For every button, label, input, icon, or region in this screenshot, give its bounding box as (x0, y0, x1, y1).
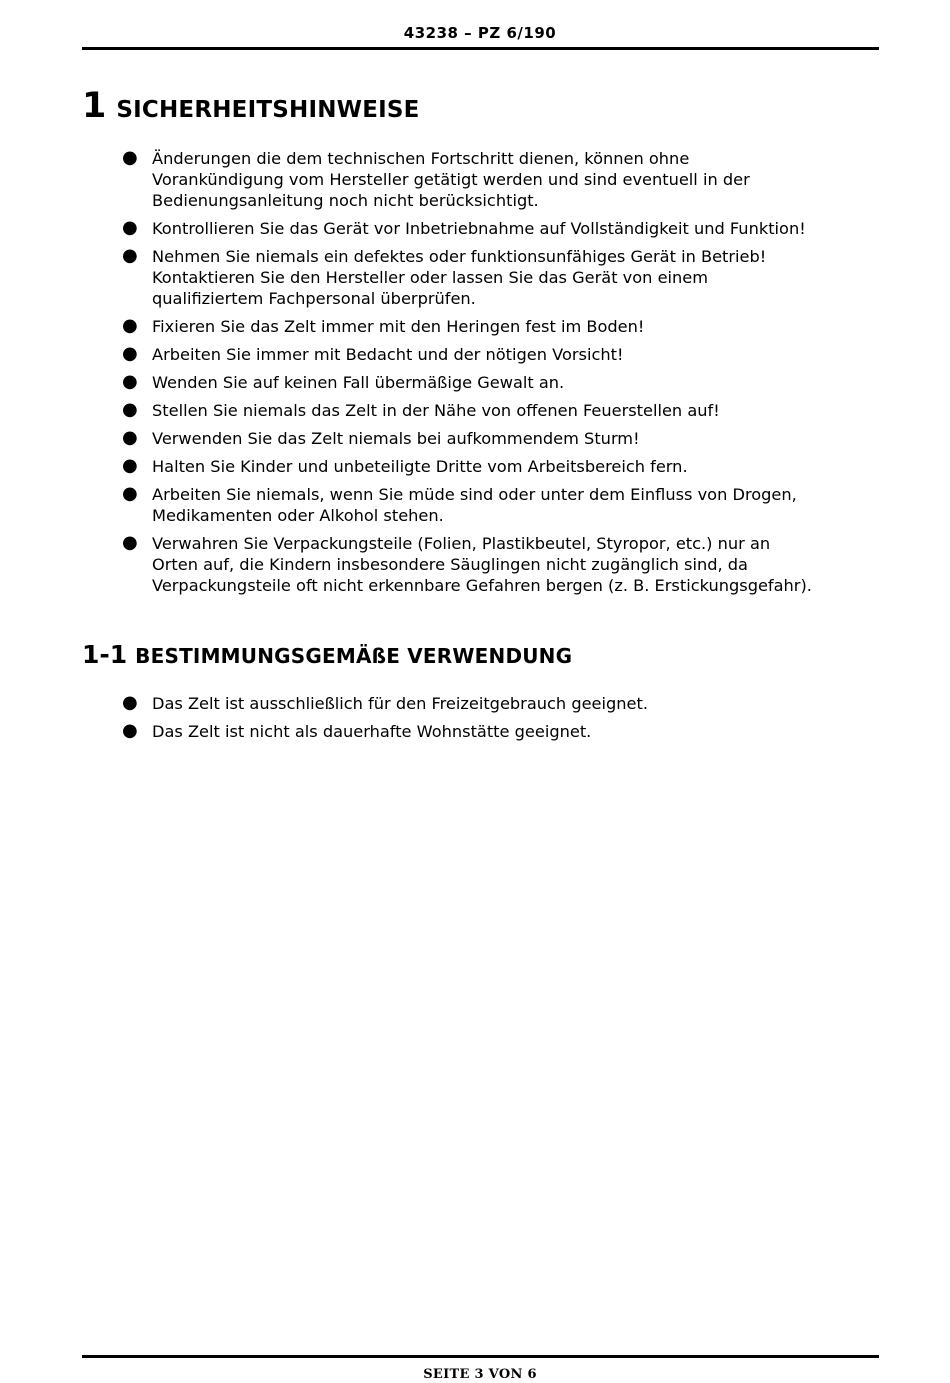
list-item: ● Kontrollieren Sie das Gerät vor Inbetriebnahme auf Vollständigkeit und Funktion! (122, 217, 806, 238)
list-item: ● Das Zelt ist ausschließlich für den Freizeitgebrauch geeignet. (122, 692, 648, 713)
safety-instructions-list (122, 147, 882, 603)
bullet-icon: ● (122, 427, 138, 448)
list-item: ● Verwahren Sie Verpackungsteile (Folien, Plastikbeutel, Styropor, etc.) nur an Orten auf, die Kindern insbesondere Säuglingen nicht zugänglich sind, da Verpackungsteile oft nicht erkennbare Gefahren bergen (z. B. Erstickungsgefahr). (122, 532, 812, 595)
bullet-icon: ● (122, 147, 138, 168)
section-title: SICHERHEITSHINWEISE (116, 97, 420, 123)
list-item: ● Arbeiten Sie immer mit Bedacht und der nötigen Vorsicht! (122, 343, 624, 364)
section-number: 1-1 (82, 640, 128, 669)
bullet-icon: ● (122, 371, 138, 392)
list-item: ● Das Zelt ist nicht als dauerhafte Wohnstätte geeignet. (122, 720, 592, 741)
list-item: ● Halten Sie Kinder und unbeteiligte Dritte vom Arbeitsbereich fern. (122, 455, 688, 476)
section-heading-intended-use (82, 640, 572, 669)
bullet-icon: ● (122, 692, 138, 713)
page-header: 43238 – PZ 6/190 (403, 24, 557, 42)
bullet-icon: ● (122, 343, 138, 364)
bullet-icon: ● (122, 217, 138, 238)
list-item: ● Fixieren Sie das Zelt immer mit den Heringen fest im Boden! (122, 315, 645, 336)
list-item: ● Nehmen Sie niemals ein defektes oder funktionsunfähiges Gerät in Betrieb! Kontaktieren Sie den Hersteller oder lassen Sie das Gerät von einem qualifiziertem Fachpersonal überprüfen. (122, 245, 767, 308)
bullet-icon: ● (122, 455, 138, 476)
list-item: ● Stellen Sie niemals das Zelt in der Nähe von offenen Feuerstellen auf! (122, 399, 720, 420)
section-number: 1 (82, 86, 107, 126)
header-rule (82, 47, 879, 50)
page-footer: SEITE 3 VON 6 (423, 1367, 537, 1382)
intended-use-list (122, 692, 882, 749)
section-heading-safety (82, 86, 420, 126)
list-item: ● Wenden Sie auf keinen Fall übermäßige Gewalt an. (122, 371, 565, 392)
bullet-icon: ● (122, 532, 138, 553)
bullet-icon: ● (122, 720, 138, 741)
list-item: ● Verwenden Sie das Zelt niemals bei aufkommendem Sturm! (122, 427, 640, 448)
bullet-icon: ● (122, 315, 138, 336)
section-title: BESTIMMUNGSGEMÄßE VERWENDUNG (135, 644, 573, 668)
bullet-icon: ● (122, 399, 138, 420)
footer-rule (82, 1355, 879, 1358)
bullet-icon: ● (122, 483, 138, 504)
list-item: ● Änderungen die dem technischen Fortschritt dienen, können ohne Vorankündigung vom Hersteller getätigt werden und sind eventuell in der Bedienungsanleitung noch nicht berücksichtigt. (122, 147, 750, 210)
list-item: ● Arbeiten Sie niemals, wenn Sie müde sind oder unter dem Einfluss von Drogen, Medikamenten oder Alkohol stehen. (122, 483, 797, 525)
bullet-icon: ● (122, 245, 138, 266)
